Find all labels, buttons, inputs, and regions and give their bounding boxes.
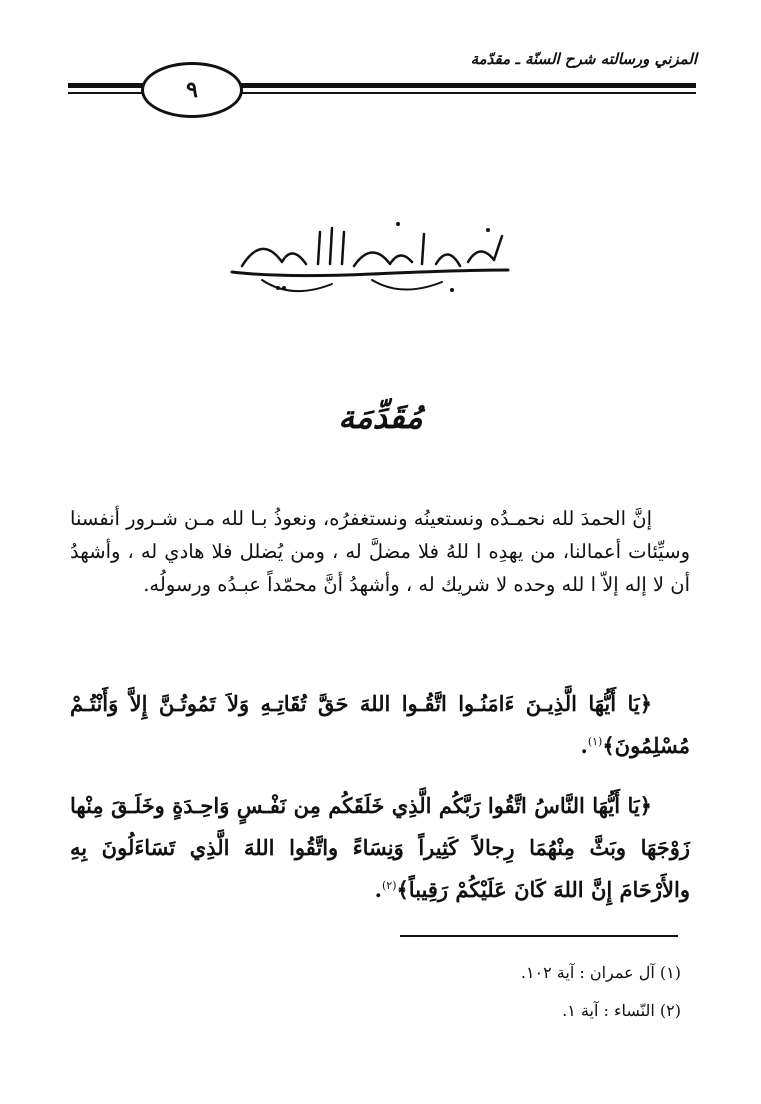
footnote-1: (١) آل عمران : آية ١٠٢. (520, 963, 681, 982)
verse-text: ﴿يَا أَيُّهَا الَّذِيـنَ ءَامَنُـوا اتَّقُـوا اللهَ حَقَّ تُقَاتِـهِ وَلاَ تَمُوتُـنَّ إِلاَّ وَأَنْتُـمْ مُسْلِمُونَ﴾ (70, 691, 690, 758)
verse-text: ﴿يَا أَيُّهَا النَّاسُ اتَّقُوا رَبَّكُم الَّذِي خَلَقَكُم مِن نَفْـسٍ وَاحِـدَةٍ وخَلَـقَ مِنْها زَوْجَهَا وبَثَّ مِنْهُمَا رِجالاً كَثِيراً وَنِسَاءً واتَّقُوا اللهَ الَّذِي تَسَاءَلُونَ بِهِ والأَرْحَامَ إِنَّ اللهَ كَانَ عَلَيْكُمْ رَقِيباً﴾ (70, 793, 690, 902)
page-number-badge: ٩ (141, 62, 243, 118)
footnote-2: (٢) النّساء : آية ١. (562, 1001, 681, 1020)
verse-end: . (580, 733, 588, 758)
intro-paragraph: إنَّ الحمدَ لله نحمـدُه ونستعينُه ونستغفرُه، ونعوذُ بـا لله مـن شـرور أنفسنا وسيِّئات أعمالنا، من يهدِه ا للهُ فلا مضلَّ له ، ومن يُضلل فلا هادي له ، وأشهدُ أن لا إله إلاّ ا لله وحده لا شريك له ، وأشهدُ أنَّ محمّداً عبـدُه ورسولُه. (70, 507, 690, 597)
footnote-reference: (١) (587, 735, 603, 748)
footnote-reference: (٢) (381, 879, 397, 892)
quran-verse-2 (70, 785, 690, 911)
footnote-separator (400, 935, 678, 937)
section-heading: مُقَدِّمَة (338, 398, 423, 436)
basmala-calligraphy (222, 214, 518, 304)
verse-end: . (374, 877, 382, 902)
running-header-title: المزني ورسالته شرح السنّة ـ مقدّمة (470, 50, 697, 68)
quran-verse-1 (70, 683, 690, 767)
